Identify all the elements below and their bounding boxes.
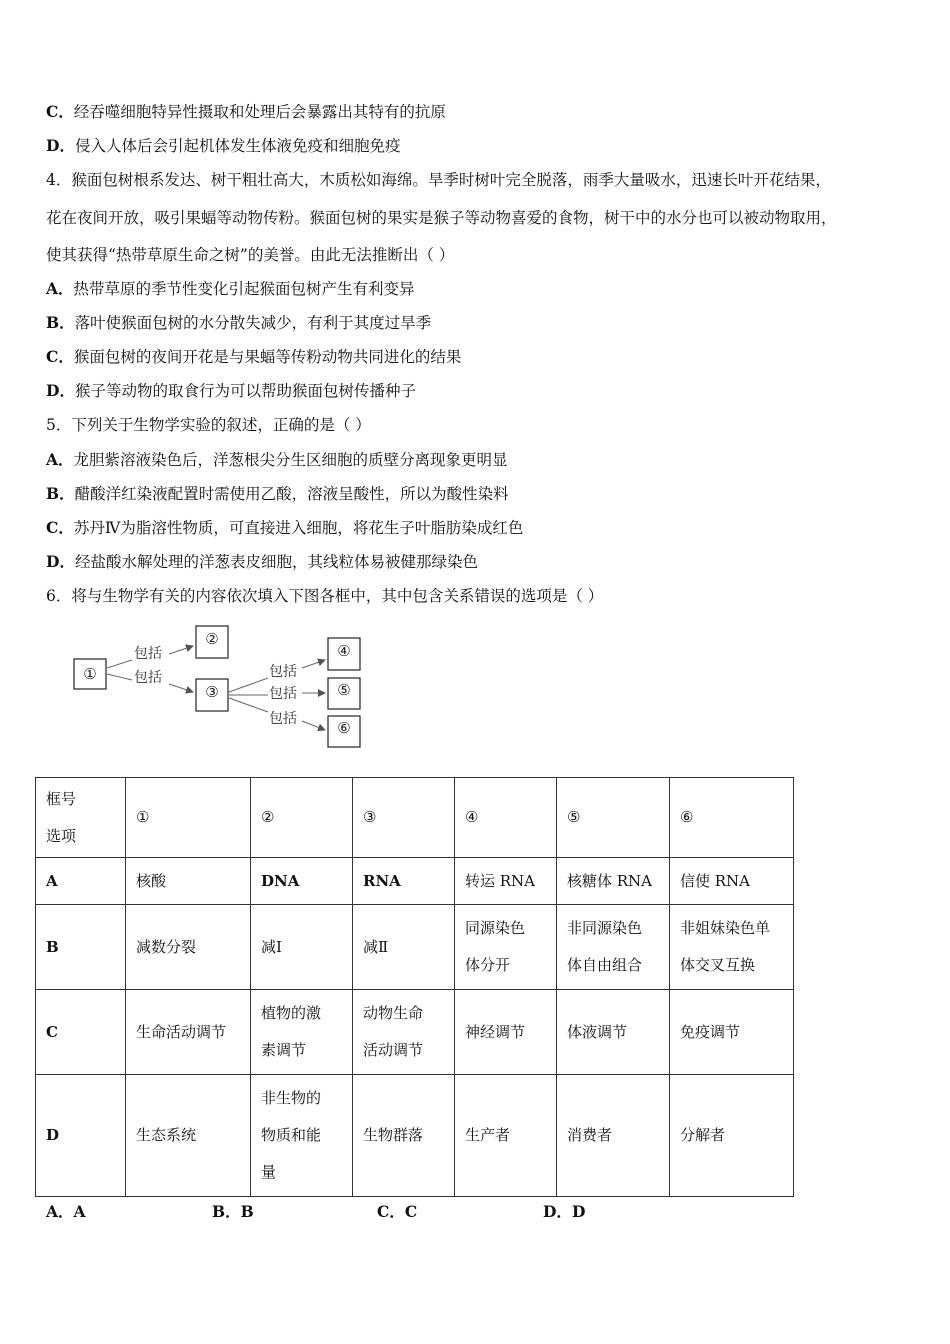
table-row-a: [36, 858, 794, 905]
box-2-label: ②: [205, 630, 219, 648]
box-3-label: ③: [205, 683, 219, 701]
column-header: ④: [455, 778, 557, 858]
row-label: D: [36, 1075, 126, 1197]
table-cell: 动物生命 活动调节: [353, 990, 455, 1075]
relation-label: 包括: [269, 664, 297, 680]
column-header: ⑤: [557, 778, 670, 858]
table-row-c: [36, 990, 794, 1075]
arrow-to-box-6: [302, 721, 325, 730]
table-cell: 免疫调节: [670, 990, 794, 1075]
table-cell: 生态系统: [126, 1075, 251, 1197]
containment-diagram: [68, 618, 378, 758]
q4-option-c: C．猴面包树的夜间开花是与果蝠等传粉动物共同进化的结果: [46, 347, 462, 366]
q5-stem: 5．下列关于生物学实验的叙述，正确的是（ ）: [46, 416, 371, 434]
q4-stem-line-3: 使其获得“热带草原生命之树”的美誉。由此无法推断出（ ）: [46, 246, 455, 264]
table-cell: 信使 RNA: [670, 858, 794, 905]
q5-option-d: D．经盐酸水解处理的洋葱表皮细胞，其线粒体易被健那绿染色: [46, 552, 478, 571]
column-header: ②: [251, 778, 353, 858]
table-cell: 生命活动调节: [126, 990, 251, 1075]
q6-stem: 6．将与生物学有关的内容依次填入下图各框中，其中包含关系错误的选项是（ ）: [46, 587, 604, 605]
table-cell: 转运 RNA: [455, 858, 557, 905]
table-cell: 减数分裂: [126, 905, 251, 990]
options-table: [35, 777, 794, 1197]
arrow-to-box-4: [302, 660, 325, 668]
table-cell: 非生物的 物质和能 量: [251, 1075, 353, 1197]
table-cell: 生物群落: [353, 1075, 455, 1197]
q3-option-d: D．侵入人体后会引起机体发生体液免疫和细胞免疫: [46, 136, 401, 155]
table-cell: 同源染色 体分开: [455, 905, 557, 990]
connector-line: [229, 678, 268, 692]
relation-label: 包括: [269, 711, 297, 727]
connector-line: [107, 674, 132, 680]
answer-option-a: A．A: [46, 1202, 86, 1221]
row-label: A: [36, 858, 126, 905]
table-cell: 核酸: [126, 858, 251, 905]
arrow-to-box-2: [169, 646, 193, 654]
column-header: ①: [126, 778, 251, 858]
diagram-canvas: [68, 618, 378, 758]
arrow-to-box-3: [169, 684, 193, 692]
q5-option-b: B．醋酸洋红染液配置时需使用乙酸，溶液呈酸性，所以为酸性染料: [46, 484, 509, 503]
row-label: C: [36, 990, 126, 1075]
box-6-label: ⑥: [337, 719, 351, 737]
column-header: ③: [353, 778, 455, 858]
q4-option-d: D．猴子等动物的取食行为可以帮助猴面包树传播种子: [46, 381, 416, 400]
connector-line: [107, 660, 132, 668]
box-4-label: ④: [337, 642, 351, 660]
table-cell: 减Ⅱ: [353, 905, 455, 990]
answer-option-b: B．B: [212, 1202, 254, 1221]
table-header-row: [36, 778, 794, 858]
table-cell: 非姐妹染色单 体交叉互换: [670, 905, 794, 990]
answer-option-d: D．D: [543, 1202, 586, 1221]
q5-option-a: A．龙胆紫溶液染色后，洋葱根尖分生区细胞的质壁分离现象更明显: [46, 450, 508, 469]
table-cell: 非同源染色 体自由组合: [557, 905, 670, 990]
table-cell: 分解者: [670, 1075, 794, 1197]
table-cell: RNA: [353, 858, 455, 905]
box-5-label: ⑤: [337, 681, 351, 699]
answer-option-c: C．C: [377, 1202, 418, 1221]
relation-label: 包括: [134, 670, 162, 686]
table-cell: 植物的激 素调节: [251, 990, 353, 1075]
table-cell: DNA: [251, 858, 353, 905]
q4-option-a: A．热带草原的季节性变化引起猴面包树产生有利变异: [46, 279, 415, 298]
table-cell: 减Ⅰ: [251, 905, 353, 990]
q4-option-b: B．落叶使猴面包树的水分散失减少，有利于其度过旱季: [46, 313, 432, 332]
column-header: ⑥: [670, 778, 794, 858]
q4-stem-line-2: 花在夜间开放，吸引果蝠等动物传粉。猴面包树的果实是猴子等动物喜爱的食物，树干中的水分也可以被动物取用，: [46, 209, 837, 227]
table-cell: 消费者: [557, 1075, 670, 1197]
table-cell: 核糖体 RNA: [557, 858, 670, 905]
header-corner-cell: 框号 选项: [36, 778, 126, 858]
relation-label: 包括: [269, 686, 297, 702]
table-cell: 体液调节: [557, 990, 670, 1075]
q3-option-c: C．经吞噬细胞特异性摄取和处理后会暴露出其特有的抗原: [46, 102, 446, 121]
q5-option-c: C．苏丹Ⅳ为脂溶性物质，可直接进入细胞，将花生子叶脂肪染成红色: [46, 518, 524, 537]
q4-stem-line-1: 4．猴面包树根系发达、树干粗壮高大，木质松如海绵。旱季时树叶完全脱落，雨季大量吸水，迅速长叶开花结果，: [46, 171, 831, 189]
box-1-label: ①: [83, 665, 97, 683]
table-row-d: [36, 1075, 794, 1197]
row-label: B: [36, 905, 126, 990]
table-row-b: [36, 905, 794, 990]
table-cell: 生产者: [455, 1075, 557, 1197]
table-cell: 神经调节: [455, 990, 557, 1075]
relation-label: 包括: [134, 646, 162, 662]
connector-line: [229, 698, 268, 712]
